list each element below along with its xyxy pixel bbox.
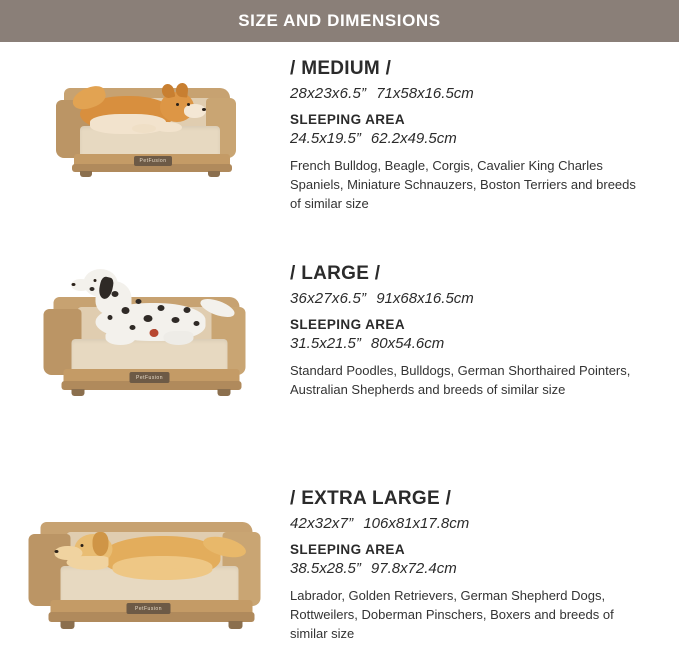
slash-right: / — [445, 488, 452, 509]
shiba-inu-on-dog-bed-image — [0, 42, 290, 247]
dimensions-metric: 91x68x16.5cm — [376, 290, 474, 307]
golden-retriever-on-dog-bed-image — [0, 452, 290, 645]
size-section-extra-large — [0, 452, 679, 645]
page-header — [0, 0, 679, 42]
dimensions-imperial: 28x23x6.5” — [290, 85, 367, 102]
sleeping-imperial: 31.5x21.5” — [290, 335, 361, 352]
size-title-large — [290, 263, 655, 285]
sleeping-metric: 97.8x72.4cm — [370, 560, 457, 577]
dimensions-metric: 106x81x17.8cm — [363, 515, 470, 532]
slash-left: / — [290, 58, 296, 79]
sleeping-dimensions-extra-large — [290, 560, 655, 577]
size-details-large — [290, 247, 679, 400]
sleeping-dimensions-large — [290, 335, 655, 352]
size-sections — [0, 42, 679, 645]
dalmatian-on-dog-bed-image — [0, 247, 290, 452]
slash-right: / — [385, 58, 392, 79]
breed-list-large: Standard Poodles, Bulldogs, German Shorthaired Pointers, Australian Shepherds and breeds of similar size — [290, 363, 631, 397]
sleeping-imperial: 24.5x19.5” — [290, 130, 361, 147]
overall-dimensions-large — [290, 290, 655, 307]
size-title-medium — [290, 58, 655, 80]
dimensions-imperial: 36x27x6.5” — [290, 290, 367, 307]
overall-dimensions-medium — [290, 85, 655, 102]
slash-left: / — [290, 263, 296, 284]
bed-illustration-medium — [0, 42, 290, 247]
size-section-medium — [0, 42, 679, 247]
size-label: EXTRA LARGE — [301, 488, 440, 509]
breed-list-extra-large: Labrador, Golden Retrievers, German Shepherd Dogs, Rottweilers, Doberman Pinschers, Boxers and breeds of similar size — [290, 588, 614, 641]
slash-right: / — [374, 263, 381, 284]
dog-shiba-inu — [72, 76, 222, 146]
dog-dalmatian — [78, 263, 248, 359]
size-details-extra-large — [290, 452, 679, 644]
sleeping-area-label-extra-large: SLEEPING AREA — [290, 542, 405, 557]
bed-illustration-extra-large — [0, 452, 290, 645]
sleeping-area-label-large: SLEEPING AREA — [290, 317, 405, 332]
size-title-extra-large — [290, 488, 655, 510]
sleeping-metric: 80x54.6cm — [370, 335, 445, 352]
dog-golden-retriever — [53, 498, 253, 598]
sleeping-area-label-medium: SLEEPING AREA — [290, 112, 405, 127]
page-title: SIZE AND DIMENSIONS — [238, 11, 441, 30]
size-details-medium — [290, 42, 679, 214]
size-section-large — [0, 247, 679, 452]
brand-tag: PetFusion — [130, 372, 170, 383]
dimensions-imperial: 42x32x7” — [290, 515, 354, 532]
sleeping-dimensions-medium — [290, 130, 655, 147]
brand-tag: PetFusion — [127, 603, 171, 614]
bed-illustration-large — [0, 247, 290, 452]
slash-left: / — [290, 488, 296, 509]
sleeping-metric: 62.2x49.5cm — [370, 130, 457, 147]
size-label: MEDIUM — [301, 58, 381, 79]
breed-list-medium: French Bulldog, Beagle, Corgis, Cavalier King Charles Spaniels, Miniature Schnauzers, Boston Terriers and breeds of similar size — [290, 158, 636, 211]
brand-tag: PetFusion — [134, 156, 172, 166]
sleeping-imperial: 38.5x28.5” — [290, 560, 361, 577]
size-label: LARGE — [301, 263, 370, 284]
dimensions-metric: 71x58x16.5cm — [376, 85, 474, 102]
overall-dimensions-extra-large — [290, 515, 655, 532]
